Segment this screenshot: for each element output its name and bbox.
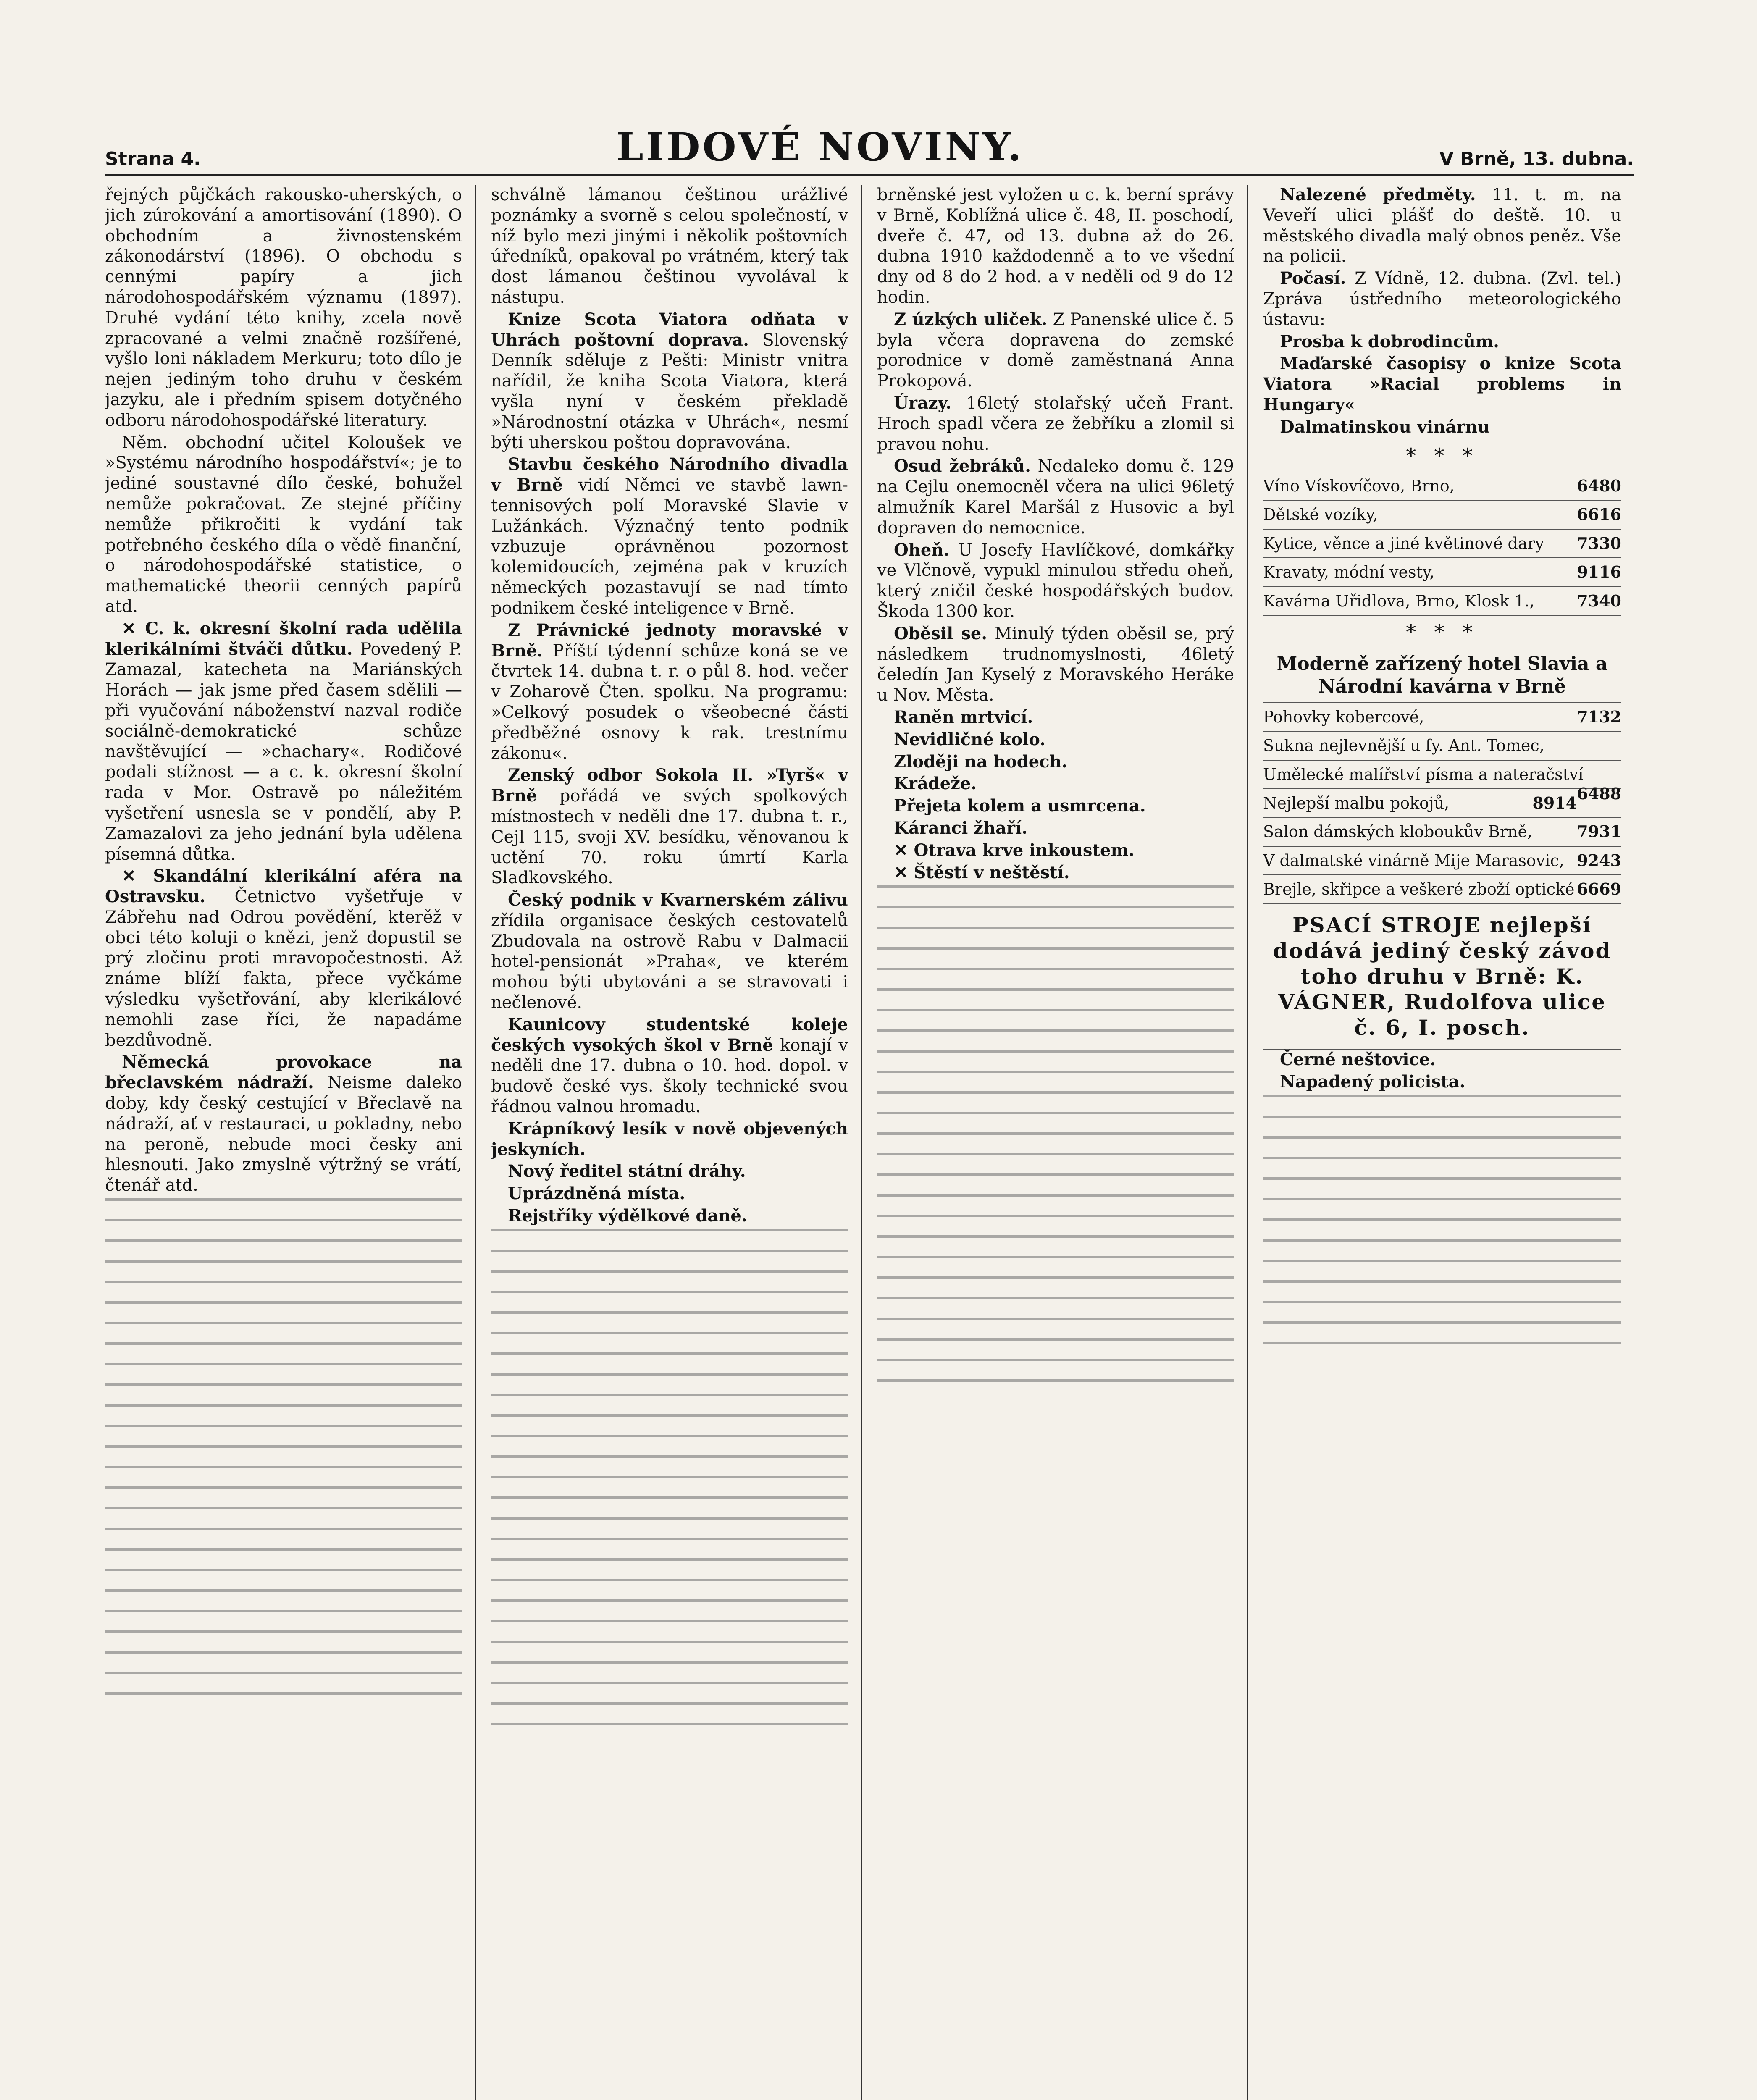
- ad-text: Salon dámských kloboukův Brně,: [1263, 822, 1533, 841]
- article-text: Nedaleko domu č. 129 na Cejlu onemocněl včera na ulici 96letý almužník Karel Maršál z Husovic a byl dopraven do nemocnice.: [877, 457, 1234, 538]
- ad-number: 7330: [1577, 533, 1621, 553]
- advertisement: [1263, 558, 1621, 587]
- column-2: [491, 185, 862, 2100]
- article-headline: ✕ Štěstí v neštěstí.: [894, 862, 1070, 882]
- article-text: Příští týdenní schůze koná se ve čtvrtek 14. dubna t. r. o půl 8. hod. večer v Zoharově Čten. spolku. Na programu: »Celkový posudek o všeobecné části předběžné osnovy k rak. trestnímu zákonu«.: [491, 641, 848, 763]
- ad-text: Moderně zařízený hotel Slavia a Národní kavárna v Brně: [1276, 653, 1608, 698]
- ad-text: Sukna nejlevnější u fy. Ant. Tomec,: [1263, 736, 1544, 755]
- ad-text: Kavárna Uřidlova, Brno, Klosk 1.,: [1263, 591, 1535, 610]
- advertisement: [1263, 501, 1621, 529]
- article-text: Slovenský Denník sděluje z Pešti: Ministr vnitra nařídil, že kniha Scota Viatora, která vyšla nyní v českém překladě »Národnostní otázka v Uhrách«, nesmí býti uherskou poštou dopravována.: [491, 330, 848, 452]
- article-text: Povedený P. Zamazal, katecheta na Mariánských Horách — jak jsme před časem sdělili — při vyučování náboženství nazval rodiče sociálně-demokratické schůze navštěvující — »chachary«. Rodičové podali stížnost — a c. k. okresní školní rada v Mor. Ostravě po náležitém vyšetření usnesla se v pondělí, aby P. Zamazalovi za jeho jednání byla udělena písemná důtka.: [105, 639, 462, 864]
- article-headline: Maďarské časopisy o knize Scota Viatora »Racial problems in Hungary«: [1263, 354, 1621, 415]
- ad-text: Nejlepší malbu pokojů,: [1263, 793, 1450, 812]
- ad-number: 6616: [1577, 505, 1621, 524]
- advertisement: [1263, 875, 1621, 904]
- article-text: Neisme daleko doby, kdy český cestující v Břeclavě na nádraží, ať v restauraci, u pokladny, nebo na peroně, nebude moci česky ani hlesnouti. Jako zmyslně výtržný se vrátí, čtenář atd.: [105, 1073, 462, 1195]
- article-headline: ✕ Skandální klerikální aféra na Ostravsku.: [105, 866, 462, 907]
- article-headline: Úrazy.: [894, 393, 952, 413]
- article-headline: Z Právnické jednoty moravské v Brně.: [491, 620, 848, 661]
- article-text: Minulý týden oběsil se, prý následkem trudnomyslnosti, 46letý čeledín Jan Kyselý z Moravského Heráke u Nov. Města.: [877, 624, 1234, 705]
- masthead: [105, 126, 1634, 176]
- article-text-block: [491, 1229, 848, 1733]
- separator-stars: * * *: [1406, 620, 1479, 644]
- article-headline: Nalezené předměty.: [1280, 185, 1476, 205]
- article-headline: Z úzkých uliček.: [894, 309, 1048, 329]
- article-text: vidí Němci ve stavbě lawn-tennisových polí Moravské Slavie v Lužánkách. Význačný tento podnik vzbuzuje oprávněnou pozornost kolemidoucích, zejména pak v kruzích německých pozastavují se nad tímto podnikem české inteligence v Brně.: [491, 475, 848, 618]
- article-text: Četnictvo vyšetřuje v Zábřehu nad Odrou povědění, kterěž v obci této koluji o knězi, jenž dopustil se prý zločinu proti mravopočestnosti. Až známe blíží fakta, přece vyčkáme výsledku vyšetřování, aby klerikálové nemohli zase říci, že napadáme bezdůvodně.: [105, 887, 462, 1050]
- article-headline: Káranci žhaří.: [894, 818, 1028, 838]
- typewriter-advertisement: PSACÍ STROJE nejlepší dodává jediný český závod toho druhu v Brně: K. VÁGNER, Rudolfova ulice č. 6, I. posch.: [1263, 904, 1621, 1050]
- article-text: Z Panenské ulice č. 5 byla včera dopravena do zemské porodnice v domě zaměstnaná Anna Prokopová.: [877, 310, 1234, 391]
- ad-text: Kravaty, módní vesty,: [1263, 563, 1435, 582]
- issue-date: V Brně, 13. dubna.: [1439, 148, 1634, 170]
- article-headline: Uprázdněná místa.: [508, 1184, 685, 1204]
- advertisement: [1263, 703, 1621, 732]
- ad-text: Dětské vozíky,: [1263, 505, 1378, 524]
- article-headline: Krápníkový lesík v nově objevených jeskyních.: [491, 1118, 848, 1159]
- article-headline: ✕ Otrava krve inkoustem.: [894, 840, 1135, 860]
- article-headline: Krádeže.: [894, 774, 977, 794]
- article-headline: Český podnik v Kvarnerském zálivu: [508, 890, 848, 910]
- advertisement: [1263, 847, 1621, 875]
- ad-number: 6488: [1577, 784, 1621, 803]
- article-text: Z Vídně, 12. dubna. (Zvl. tel.) Zpráva ústředního meteorologického ústavu:: [1263, 269, 1621, 329]
- article-headline: Osud žebráků.: [894, 456, 1031, 476]
- article-headline: Oběsil se.: [894, 623, 987, 643]
- column-4: [1263, 185, 1634, 2100]
- article-text: konají v neděli dne 17. dubna o 10. hod. dopol. v budově české vys. školy technické svou řádnou valnou hromadu.: [491, 1035, 848, 1117]
- advertisement: [1263, 789, 1621, 818]
- article-text: pořádá ve svých spolkových místnostech v neděli dne 17. dubna t. r., Cejl 115, svoji XV. besídku, věnovanou k uctění 70. roku úmrtí Karla Sladkovského.: [491, 786, 848, 888]
- article-headline: Rejstříky výdělkové daně.: [508, 1206, 747, 1226]
- ad-number: 6480: [1577, 476, 1621, 496]
- article-headline: Nevidličné kolo.: [894, 729, 1046, 749]
- article-text-block: [105, 1198, 462, 1702]
- article-text: U Josefy Havlíčkové, domkářky ve Vlčnově, vypukl minulou středu oheň, který zničil české hospodářských budov. Škoda 1300 kor.: [877, 540, 1234, 621]
- advertisement: [1263, 472, 1621, 501]
- ad-text: V dalmatské vinárně Mije Marasovic,: [1263, 851, 1564, 870]
- ad-number: 9116: [1577, 562, 1621, 582]
- article-headline: Prosba k dobrodincům.: [1280, 331, 1500, 352]
- ad-number: 9243: [1577, 850, 1621, 870]
- page-number: Strana 4.: [105, 148, 201, 170]
- article-headline: Nový ředitel státní dráhy.: [508, 1161, 746, 1181]
- article-headline: Kaunicovy studentské koleje českých vysokých škol v Brně: [491, 1014, 848, 1055]
- ad-number: 6669: [1577, 879, 1621, 898]
- article-headline: Dalmatinskou vinárnu: [1280, 417, 1490, 437]
- article-text: 11. t. m. na Veveří ulici plášť do deště. 10. u městského divadla malý obnos peněz. Vše na policii.: [1263, 185, 1621, 266]
- article-headline: Německá provokace na břeclavském nádraží.: [105, 1052, 462, 1093]
- article-text: Něm. obchodní učitel Koloušek ve »Systému národního hospodářství«; je to jediné soustavné dílo české, bohužel nemůže pokračovat. Ze stejné příčiny nemůže přikročiti k vydání tak potřebného českého díla o vědě finanční, o národohospodářské statistice, o mathematické theorii cenných papírů atd.: [105, 433, 462, 616]
- article-text: řejných půjčkách rakousko-uherských, o jich zúrokování a amortisování (1890). O obchodním a živnostenském zákonodárství (1896). O obchodu s cennými papíry a jich národohospodářském významu (1897). Druhé vydání této knihy, zcela nově zpracované a velmi značně rozšířené, vyšlo loni nákladem Merkuru; toto dílo je nejen jediným toho druhu v českém jazyku, ale i předním spisem dotyčného odboru národohospodářské literatury.: [105, 185, 462, 430]
- ad-number: 8914: [1532, 793, 1577, 812]
- advertisement: [1263, 587, 1621, 616]
- columns: [105, 185, 1634, 2100]
- column-3: [877, 185, 1248, 2100]
- article-headline: Napadený policista.: [1280, 1072, 1465, 1092]
- article-text: brněnské jest vyložen u c. k. berní správy v Brně, Koblížná ulice č. 48, II. poschodí, dveře č. 47, od 13. dubna až do 26. dubna 1910 každodenně a to ve všední dny od 8 do 2 hod. a v neděli od 9 do 12 hodin.: [877, 185, 1234, 307]
- article-headline: Zloději na hodech.: [894, 751, 1068, 772]
- ad-text: Víno Vískovíčovo, Brno,: [1263, 477, 1455, 496]
- article-text-block: [877, 885, 1234, 1389]
- ad-text: Brejle, skřipce a veškeré zboží optické: [1263, 879, 1575, 898]
- article-headline: Knize Scota Viatora odňata v Uhrách poštovní doprava.: [491, 309, 848, 350]
- ad-text: Pohovky kobercové,: [1263, 707, 1424, 726]
- article-headline: Přejeta kolem a usmrcena.: [894, 796, 1146, 816]
- ad-text: Kytice, věnce a jiné květinové dary: [1263, 534, 1544, 553]
- ad-text: Umělecké malířství písma a nateračství: [1263, 765, 1584, 784]
- article-headline: ✕ C. k. okresní školní rada udělila klerikálními štváči důtku.: [105, 618, 462, 659]
- ad-number: 7132: [1577, 707, 1621, 726]
- advertisement: [1263, 648, 1621, 703]
- article-headline: Oheň.: [894, 540, 950, 560]
- advertisement: [1263, 732, 1621, 760]
- article-headline: Zenský odbor Sokola II. »Tyrš« v Brně: [491, 765, 848, 806]
- article-text: zřídila organisace českých cestovatelů Zbudovala na ostrově Rabu v Dalmacii hotel-pensionát »Praha«, ve kterém mohou býti ubytováni a se stravovati i nečlenové.: [491, 911, 848, 1013]
- advertisement: [1263, 818, 1621, 846]
- article-headline: Počasí.: [1280, 268, 1346, 289]
- ad-number: 7340: [1577, 591, 1621, 610]
- ad-number: 7931: [1577, 822, 1621, 841]
- article-text: schválně lámanou češtinou urážlivé poznámky a svorně s celou společností, v níž bylo mezi jinými i několik poštovních úředníků, opakoval po vrátném, který tak dost lámanou češtinou vyvolával k nástupu.: [491, 185, 848, 307]
- article-headline: Raněn mrtvicí.: [894, 707, 1033, 727]
- article-headline: Stavbu českého Národního divadla v Brně: [491, 454, 848, 495]
- column-1: [105, 185, 476, 2100]
- separator-stars: * * *: [1406, 444, 1479, 467]
- advertisement: [1263, 530, 1621, 558]
- article-headline: Černé neštovice.: [1280, 1050, 1436, 1070]
- newspaper-title: LIDOVÉ NOVINY.: [616, 124, 1024, 170]
- article-text-block: [1263, 1095, 1621, 1347]
- article-text: 16letý stolařský učeň Frant. Hroch spadl včera ze žebříku a zlomil si pravou nohu.: [877, 393, 1234, 454]
